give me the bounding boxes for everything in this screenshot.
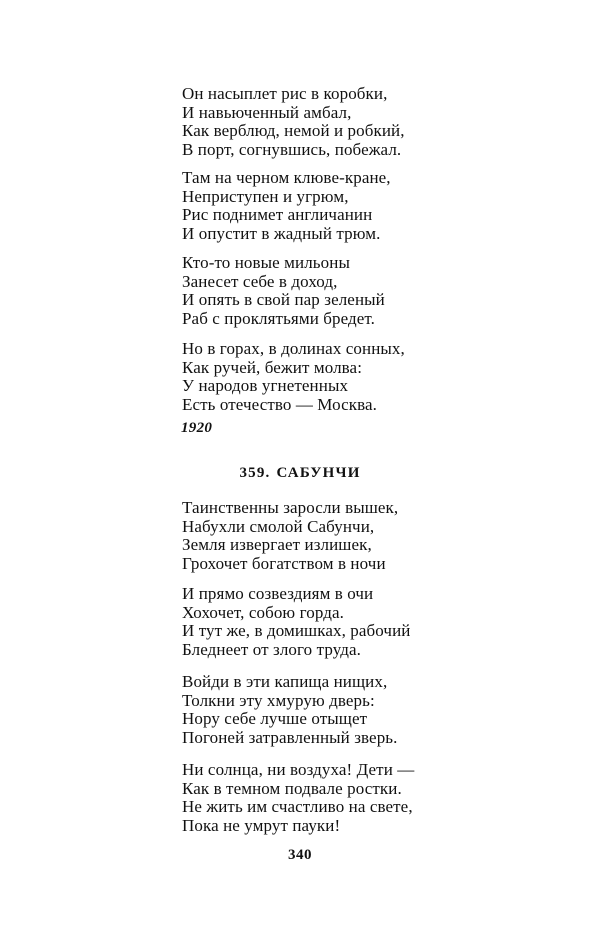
poem-line: Как в темном подвале ростки. (182, 778, 402, 798)
poem2-stanza-3 (182, 673, 482, 747)
poem-line: Кто-то новые мильоны (182, 253, 350, 272)
poem-line: Хохочет, собою горда. (182, 602, 344, 622)
poem-line: Неприступен и угрюм, (182, 186, 349, 206)
poem-line: Там на черном клюве-кране, (182, 168, 391, 187)
poem-line: И прямо созвездиям в очи (182, 584, 374, 603)
poem-line: Нору себе лучше отыщет (182, 709, 368, 728)
poem1-stanza-3 (182, 254, 482, 328)
poem-line: Земля извергает излишек, (182, 535, 372, 554)
poem-line: Как верблюд, немой и робкий, (182, 121, 405, 140)
poem-line: Набухли смолой Сабунчи, (182, 516, 375, 536)
poem-line: И опять в свой пар зеленый (182, 290, 385, 309)
poem-line: Не жить им счастливо на свете, (182, 797, 413, 816)
poem-number: 359. (239, 465, 271, 481)
poem-line: Пока не умрут пауки! (182, 815, 341, 835)
poem-line: Грохочет богатством в ночи (182, 553, 386, 573)
poem-line: Таинственны заросли вышек, (182, 498, 399, 517)
poem-title (0, 465, 600, 482)
poem-line: У народов угнетенных (182, 376, 349, 395)
poem-line: Есть отечество — Москва. (182, 394, 378, 414)
poem-line: Но в горах, в долинах сонных, (182, 339, 405, 358)
poem-line: И навьюченный амбал, (182, 102, 352, 122)
poem-line: Как ручей, бежит молва: (182, 357, 363, 377)
poem2-stanza-1 (182, 499, 482, 573)
poem-line: В порт, согнувшись, побежал. (182, 139, 402, 159)
poem-line: Войди в эти капища нищих, (182, 672, 388, 691)
poem2-stanza-2 (182, 585, 482, 659)
poem-line: Рис поднимет англичанин (182, 205, 373, 224)
poem-title-text: САБУНЧИ (276, 465, 361, 481)
poem-line: Погоней затравленный зверь. (182, 727, 398, 747)
poem-line: Ни солнца, ни воздуха! Дети — (182, 760, 415, 779)
poem-line: Раб с проклятьями бредет. (182, 308, 376, 328)
poem1-stanza-1 (182, 85, 482, 159)
poem1-stanza-2 (182, 169, 482, 243)
poem-line: Он насыплет рис в коробки, (182, 84, 388, 103)
poem-date: 1920 (181, 420, 213, 436)
poem-line: И опустит в жадный трюм. (182, 223, 381, 243)
poem-line: И тут же, в домишках, рабочий (182, 621, 411, 640)
poem2-stanza-4 (182, 761, 482, 835)
poem-line: Толкни эту хмурую дверь: (182, 690, 375, 710)
poem-line: Занесет себе в доход, (182, 271, 338, 291)
poem1-stanza-4 (182, 340, 482, 414)
poem-line: Бледнеет от злого труда. (182, 639, 361, 659)
page-number: 340 (288, 847, 312, 863)
